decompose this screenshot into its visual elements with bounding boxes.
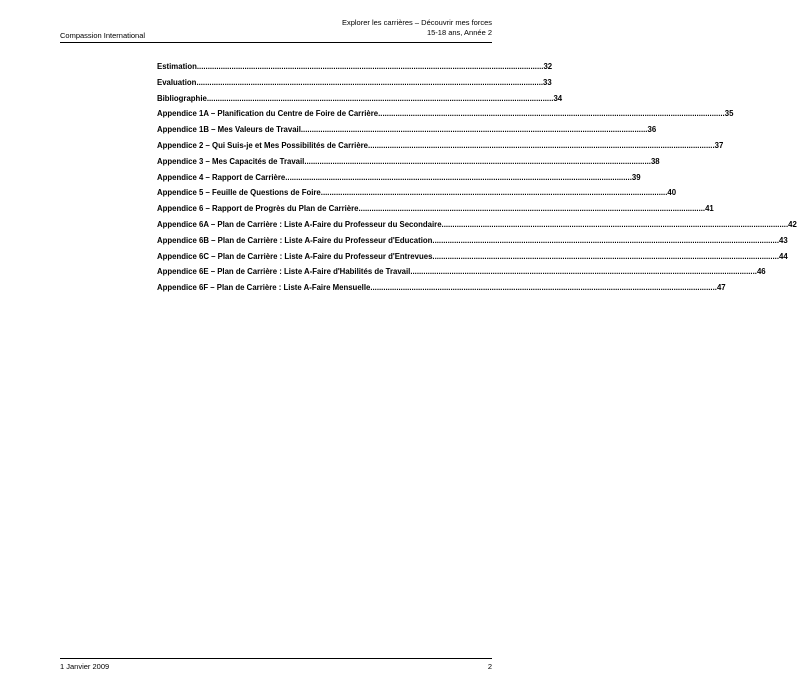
toc-entry[interactable]	[157, 283, 726, 299]
toc-entry[interactable]	[157, 62, 553, 78]
toc-entry-page: 42	[788, 219, 797, 229]
toc-dot-leader	[442, 220, 789, 229]
toc-entry-page: 43	[779, 235, 788, 245]
toc-entry-page: 41	[705, 204, 714, 214]
toc-dot-leader	[304, 157, 651, 166]
toc-entry[interactable]	[157, 219, 797, 236]
toc-entry[interactable]	[157, 93, 563, 110]
toc-entry-title: Evaluation	[157, 77, 197, 87]
toc-dot-leader	[368, 141, 715, 150]
toc-entry[interactable]	[157, 204, 714, 220]
header-divider	[60, 42, 492, 43]
toc-entry-title: Appendice 1A – Planification du Centre de Foire de Carrière	[157, 109, 379, 119]
header-document-title	[342, 18, 492, 38]
footer-date: 1 Janvier 2009	[60, 662, 110, 671]
toc-entry-page: 46	[756, 267, 766, 277]
toc-entry-title: Appendice 6A – Plan de Carrière : Liste A-Faire du Professeur du Secondaire	[157, 219, 442, 229]
toc-entry-title: Bibliographie	[157, 93, 207, 103]
toc-entry-page: 40	[667, 188, 677, 198]
toc-entry-title: Appendice 6B – Plan de Carrière : Liste A-Faire du Professeur d'Education	[157, 235, 433, 245]
toc-entry[interactable]	[157, 125, 657, 141]
toc-dot-leader	[410, 267, 757, 276]
toc-entry[interactable]	[157, 109, 734, 125]
header-title-line-1: Explorer les carrières – Découvrir mes forces	[341, 18, 492, 27]
toc-entry-page: 36	[647, 125, 657, 135]
toc-dot-leader	[321, 188, 668, 197]
toc-dot-leader	[301, 125, 648, 134]
toc-entry-page: 44	[779, 251, 788, 261]
toc-entry[interactable]	[157, 156, 660, 173]
toc-entry[interactable]	[157, 172, 641, 189]
toc-dot-leader	[285, 173, 632, 182]
table-of-contents	[157, 62, 797, 299]
toc-entry[interactable]	[157, 188, 677, 204]
toc-entry-title: Appendice 6E – Plan de Carrière : Liste A-Faire d'Habilités de Travail	[157, 267, 411, 277]
toc-entry[interactable]	[157, 267, 766, 283]
toc-dot-leader	[358, 204, 705, 213]
toc-entry-title: Appendice 1B – Mes Valeurs de Travail	[157, 125, 301, 135]
toc-dot-leader	[432, 236, 779, 245]
footer-divider	[60, 658, 492, 659]
toc-entry-title: Estimation	[157, 62, 197, 71]
toc-entry-page: 38	[650, 156, 660, 166]
toc-dot-leader	[196, 78, 543, 87]
toc-entry-page: 47	[716, 283, 726, 293]
header-organization: Compassion International	[60, 31, 146, 40]
toc-entry[interactable]	[157, 251, 788, 268]
footer-page-number: 2	[487, 662, 492, 671]
toc-dot-leader	[207, 94, 554, 103]
toc-entry[interactable]	[157, 77, 552, 94]
toc-dot-leader	[197, 62, 544, 71]
toc-entry-title: Appendice 5 – Feuille de Questions de Foire	[157, 188, 321, 198]
toc-entry[interactable]	[157, 235, 788, 252]
toc-entry-title: Appendice 4 – Rapport de Carrière	[157, 172, 286, 182]
toc-entry-title: Appendice 3 – Mes Capacités de Travail	[157, 156, 305, 166]
toc-entry-page: 39	[631, 172, 641, 182]
toc-entry-title: Appendice 6F – Plan de Carrière : Liste A-Faire Mensuelle	[157, 283, 371, 293]
toc-entry-page: 35	[724, 109, 734, 119]
toc-entry[interactable]	[157, 140, 724, 157]
toc-entry-page: 32	[543, 62, 553, 71]
toc-entry-page: 33	[543, 77, 552, 87]
toc-entry-page: 37	[714, 140, 724, 150]
toc-dot-leader	[378, 109, 725, 118]
toc-entry-title: Appendice 6C – Plan de Carrière : Liste A-Faire du Professeur d'Entrevues	[157, 251, 433, 261]
toc-dot-leader	[370, 283, 717, 292]
header-title-line-2: 15-18 ans, Année 2	[426, 28, 492, 37]
toc-entry-title: Appendice 2 – Qui Suis-je et Mes Possibilités de Carrière	[157, 140, 369, 150]
toc-entry-page: 34	[553, 93, 563, 103]
toc-dot-leader	[432, 252, 779, 261]
toc-entry-title: Appendice 6 – Rapport de Progrès du Plan de Carrière	[157, 204, 359, 214]
